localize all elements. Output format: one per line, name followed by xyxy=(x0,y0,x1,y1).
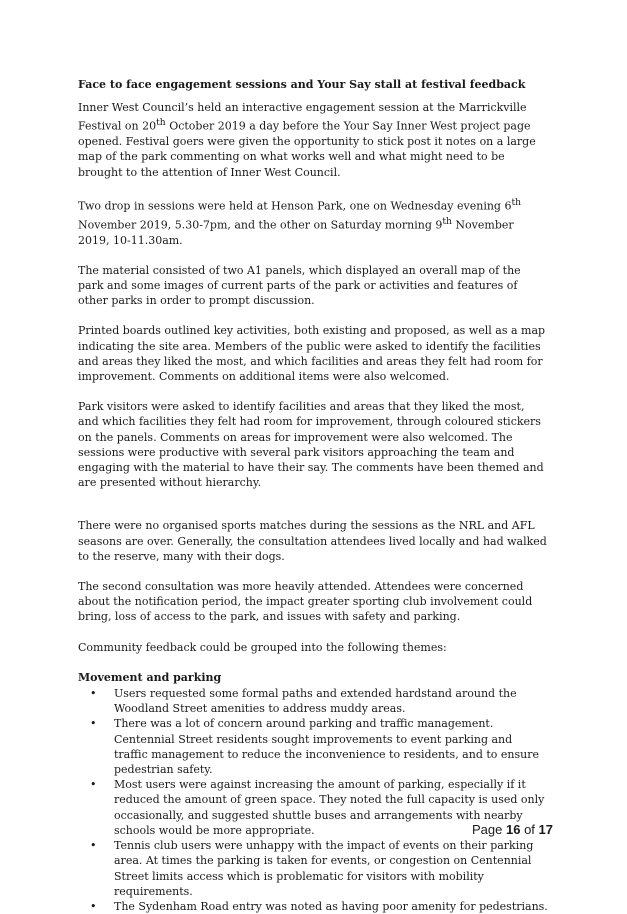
list-item xyxy=(78,686,548,716)
current-page-number: 16 xyxy=(505,822,521,837)
paragraph-text: Inner West Council’s held an interactive engagement session at the Marrickville Festival on 20 xyxy=(78,101,527,134)
ordinal-suffix: th xyxy=(442,215,452,227)
bullet-icon: • xyxy=(90,839,97,853)
total-page-number: 17 xyxy=(538,822,553,837)
bullet-list xyxy=(78,686,548,914)
paragraph-no-matches: There were no organised sports matches during the sessions as the NRL and AFL seasons are over. Generally, the consultation attendees lived locally and had walked to the reserve, many with their dogs. xyxy=(78,519,547,563)
list-item xyxy=(78,716,548,777)
paragraph-second-consultation: The second consultation was more heavily attended. Attendees were concerned about the notification period, the impact greater sporting club involvement could bring, loss of access to the park, and issues with safety and parking. xyxy=(78,580,533,624)
list-item-text: Most users were against increasing the amount of parking, especially if it reduced the amount of green space. They noted the full capacity is used only occasionally, and suggested shuttle buses and arrangements with nearby schools would be more appropriate. xyxy=(114,778,545,837)
page-number-footer xyxy=(472,822,553,837)
bullet-icon: • xyxy=(90,687,97,701)
ordinal-suffix: th xyxy=(156,117,166,129)
paragraph-festival xyxy=(78,100,548,180)
bullet-icon: • xyxy=(90,717,97,731)
list-item-text: There was a lot of concern around parking and traffic management. Centennial Street residents sought improvements to event parking and traffic management to reduce the inconvenience to residents, and to ensure pedestrian safety. xyxy=(114,717,539,777)
bullet-icon: • xyxy=(90,778,97,792)
paragraph-text: Two drop in sessions were held at Henson Park, one on Wednesday evening 6 xyxy=(78,199,512,213)
subheading-movement-parking: Movement and parking xyxy=(78,670,222,684)
bullet-icon: • xyxy=(90,899,97,913)
paragraph-printed-boards: Printed boards outlined key activities, both existing and proposed, as well as a map indicating the site area. Members of the public were asked to identify the facilities and areas they liked the most, and which facilities and areas they felt had room for improvement. Comments on additional items were also welcomed. xyxy=(78,324,546,384)
paragraph-text: November 2019, 10-11.30am. xyxy=(78,218,514,247)
list-item xyxy=(78,838,548,899)
list-item-text: The Sydenham Road entry was noted as having poor amenity for pedestrians. xyxy=(114,899,548,913)
list-item xyxy=(78,899,548,914)
paragraph-themes-intro: Community feedback could be grouped into the following themes: xyxy=(78,640,447,654)
paragraph-drop-in-sessions xyxy=(78,195,548,248)
page-content xyxy=(78,77,548,914)
list-item-text: Users requested some formal paths and extended hardstand around the Woodland Street amenities to address muddy areas. xyxy=(114,687,517,716)
page-word: Page xyxy=(471,822,503,837)
list-item-text: Tennis club users were unhappy with the impact of events on their parking area. At times the parking is taken for events, or congestion on Centennial Street limits access which is problematic for visitors with mobility requirements. xyxy=(114,839,534,898)
paragraph-text: November 2019, 5.30-7pm, and the other on Saturday morning 9 xyxy=(78,218,443,232)
paragraph-material: The material consisted of two A1 panels, which displayed an overall map of the park and some images of current parts of the park or activities and features of other parks in order to prompt discussion. xyxy=(78,263,521,308)
section-heading: Face to face engagement sessions and Your Say stall at festival feedback xyxy=(78,78,526,91)
paragraph-text: October 2019 a day before the Your Say Inner West project page opened. Festival goers were given the opportunity to stick post it notes on a large map of the park commenting on what works well and what might need to be brought to the attention of Inner West Council. xyxy=(78,120,536,179)
paragraph-park-visitors: Park visitors were asked to identify facilities and areas that they liked the most, and which facilities they felt had room for improvement, through coloured stickers on the panels. Comments on areas for improvement were also welcomed. The sessions were productive with several park visitors approaching the team and engaging with the material to have their say. The comments have been themed and are presented without hierarchy. xyxy=(78,400,544,490)
of-word: of xyxy=(524,822,535,837)
ordinal-suffix: th xyxy=(511,196,522,208)
